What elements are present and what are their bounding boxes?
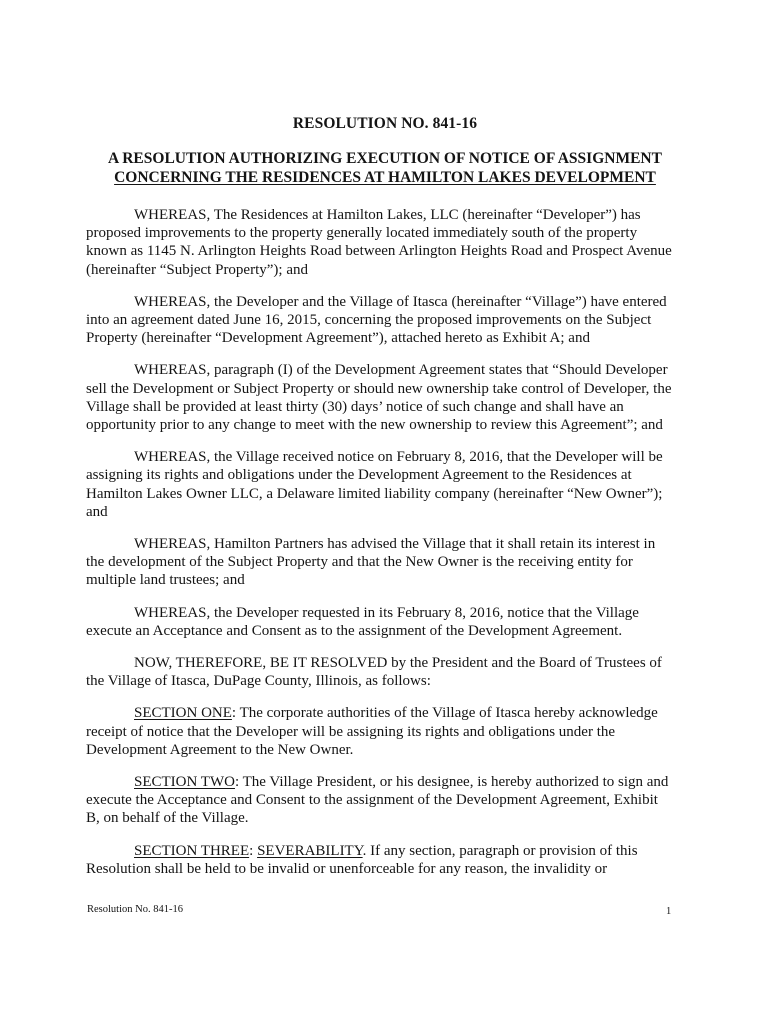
section-two-paragraph bbox=[86, 773, 672, 828]
resolution-subtitle bbox=[100, 149, 670, 187]
footer-resolution-number: Resolution No. 841-16 bbox=[87, 904, 183, 915]
whereas-paragraph-6: WHEREAS, the Developer requested in its February 8, 2016, notice that the Village execute an Acceptance and Consent as to the assignment of the Development Agreement. bbox=[86, 604, 639, 639]
whereas-paragraph-3: WHEREAS, paragraph (I) of the Development Agreement states that “Should Developer sell the Development or Subject Property or should new ownership take control of Developer, the Village shall be provided at least thirty (30) days’ notice of such change and shall have an opportunity prior to any change to meet with the new ownership to review this Agreement”; and bbox=[86, 362, 672, 434]
whereas-paragraph-1: WHEREAS, The Residences at Hamilton Lakes, LLC (hereinafter “Developer”) has proposed improvements to the property generally located immediately south of the property known as 1145 N. Arlington Heights Road between Arlington Heights Road and Prospect Avenue (hereinafter “Subject Property”); and bbox=[86, 207, 672, 278]
resolution-body bbox=[86, 206, 672, 892]
section-one-heading: SECTION ONE bbox=[134, 705, 232, 722]
section-two-text: : The Village President, or his designee, is hereby authorized to sign and execute the Acceptance and Consent to the assignment of the Development Agreement, Exhibit B, on behalf of the Village. bbox=[86, 774, 669, 827]
section-two-heading: SECTION TWO bbox=[134, 774, 235, 791]
section-one-paragraph bbox=[86, 704, 672, 759]
resolution-title: RESOLUTION NO. 841-16 bbox=[292, 115, 478, 132]
resolved-paragraph: NOW, THEREFORE, BE IT RESOLVED by the President and the Board of Trustees of the Village of Itasca, DuPage County, Illinois, as follows: bbox=[86, 655, 662, 690]
subtitle-line-2: CONCERNING THE RESIDENCES AT HAMILTON LAKES DEVELOPMENT bbox=[114, 169, 656, 186]
whereas-paragraph-2: WHEREAS, the Developer and the Village of Itasca (hereinafter “Village”) have entered into an agreement dated June 16, 2015, concerning the proposed improvements on the Subject Property (hereinafter “Development Agreement”), attached hereto as Exhibit A; and bbox=[86, 293, 667, 347]
section-three-paragraph bbox=[86, 842, 672, 878]
footer-page-number: 1 bbox=[666, 906, 672, 917]
section-three-heading: SECTION THREE bbox=[134, 842, 250, 859]
severability-heading: SEVERABILITY bbox=[257, 842, 363, 859]
section-one-text: : The corporate authorities of the Village of Itasca hereby acknowledge receipt of notice that the Developer will be assigning its rights and obligations under the Development Agreement to the New Owner. bbox=[86, 705, 658, 758]
whereas-paragraph-4: WHEREAS, the Village received notice on February 8, 2016, that the Developer will be assigning its rights and obligations under the Development Agreement to the Residences at Hamilton Lakes Owner LLC, a Delaware limited liability company (hereinafter “New Owner”); and bbox=[86, 449, 663, 520]
section-three-text: . If any section, paragraph or provision of this Resolution shall be held to be invalid or unenforceable for any reason, the invalidity or bbox=[86, 842, 638, 877]
whereas-paragraph-5: WHEREAS, Hamilton Partners has advised the Village that it shall retain its interest in the development of the Subject Property and that the New Owner is the receiving entity for multiple land trustees; and bbox=[86, 536, 656, 589]
subtitle-line-1: A RESOLUTION AUTHORIZING EXECUTION OF NOTICE OF ASSIGNMENT bbox=[108, 150, 662, 167]
section-three-separator: : bbox=[249, 842, 258, 859]
